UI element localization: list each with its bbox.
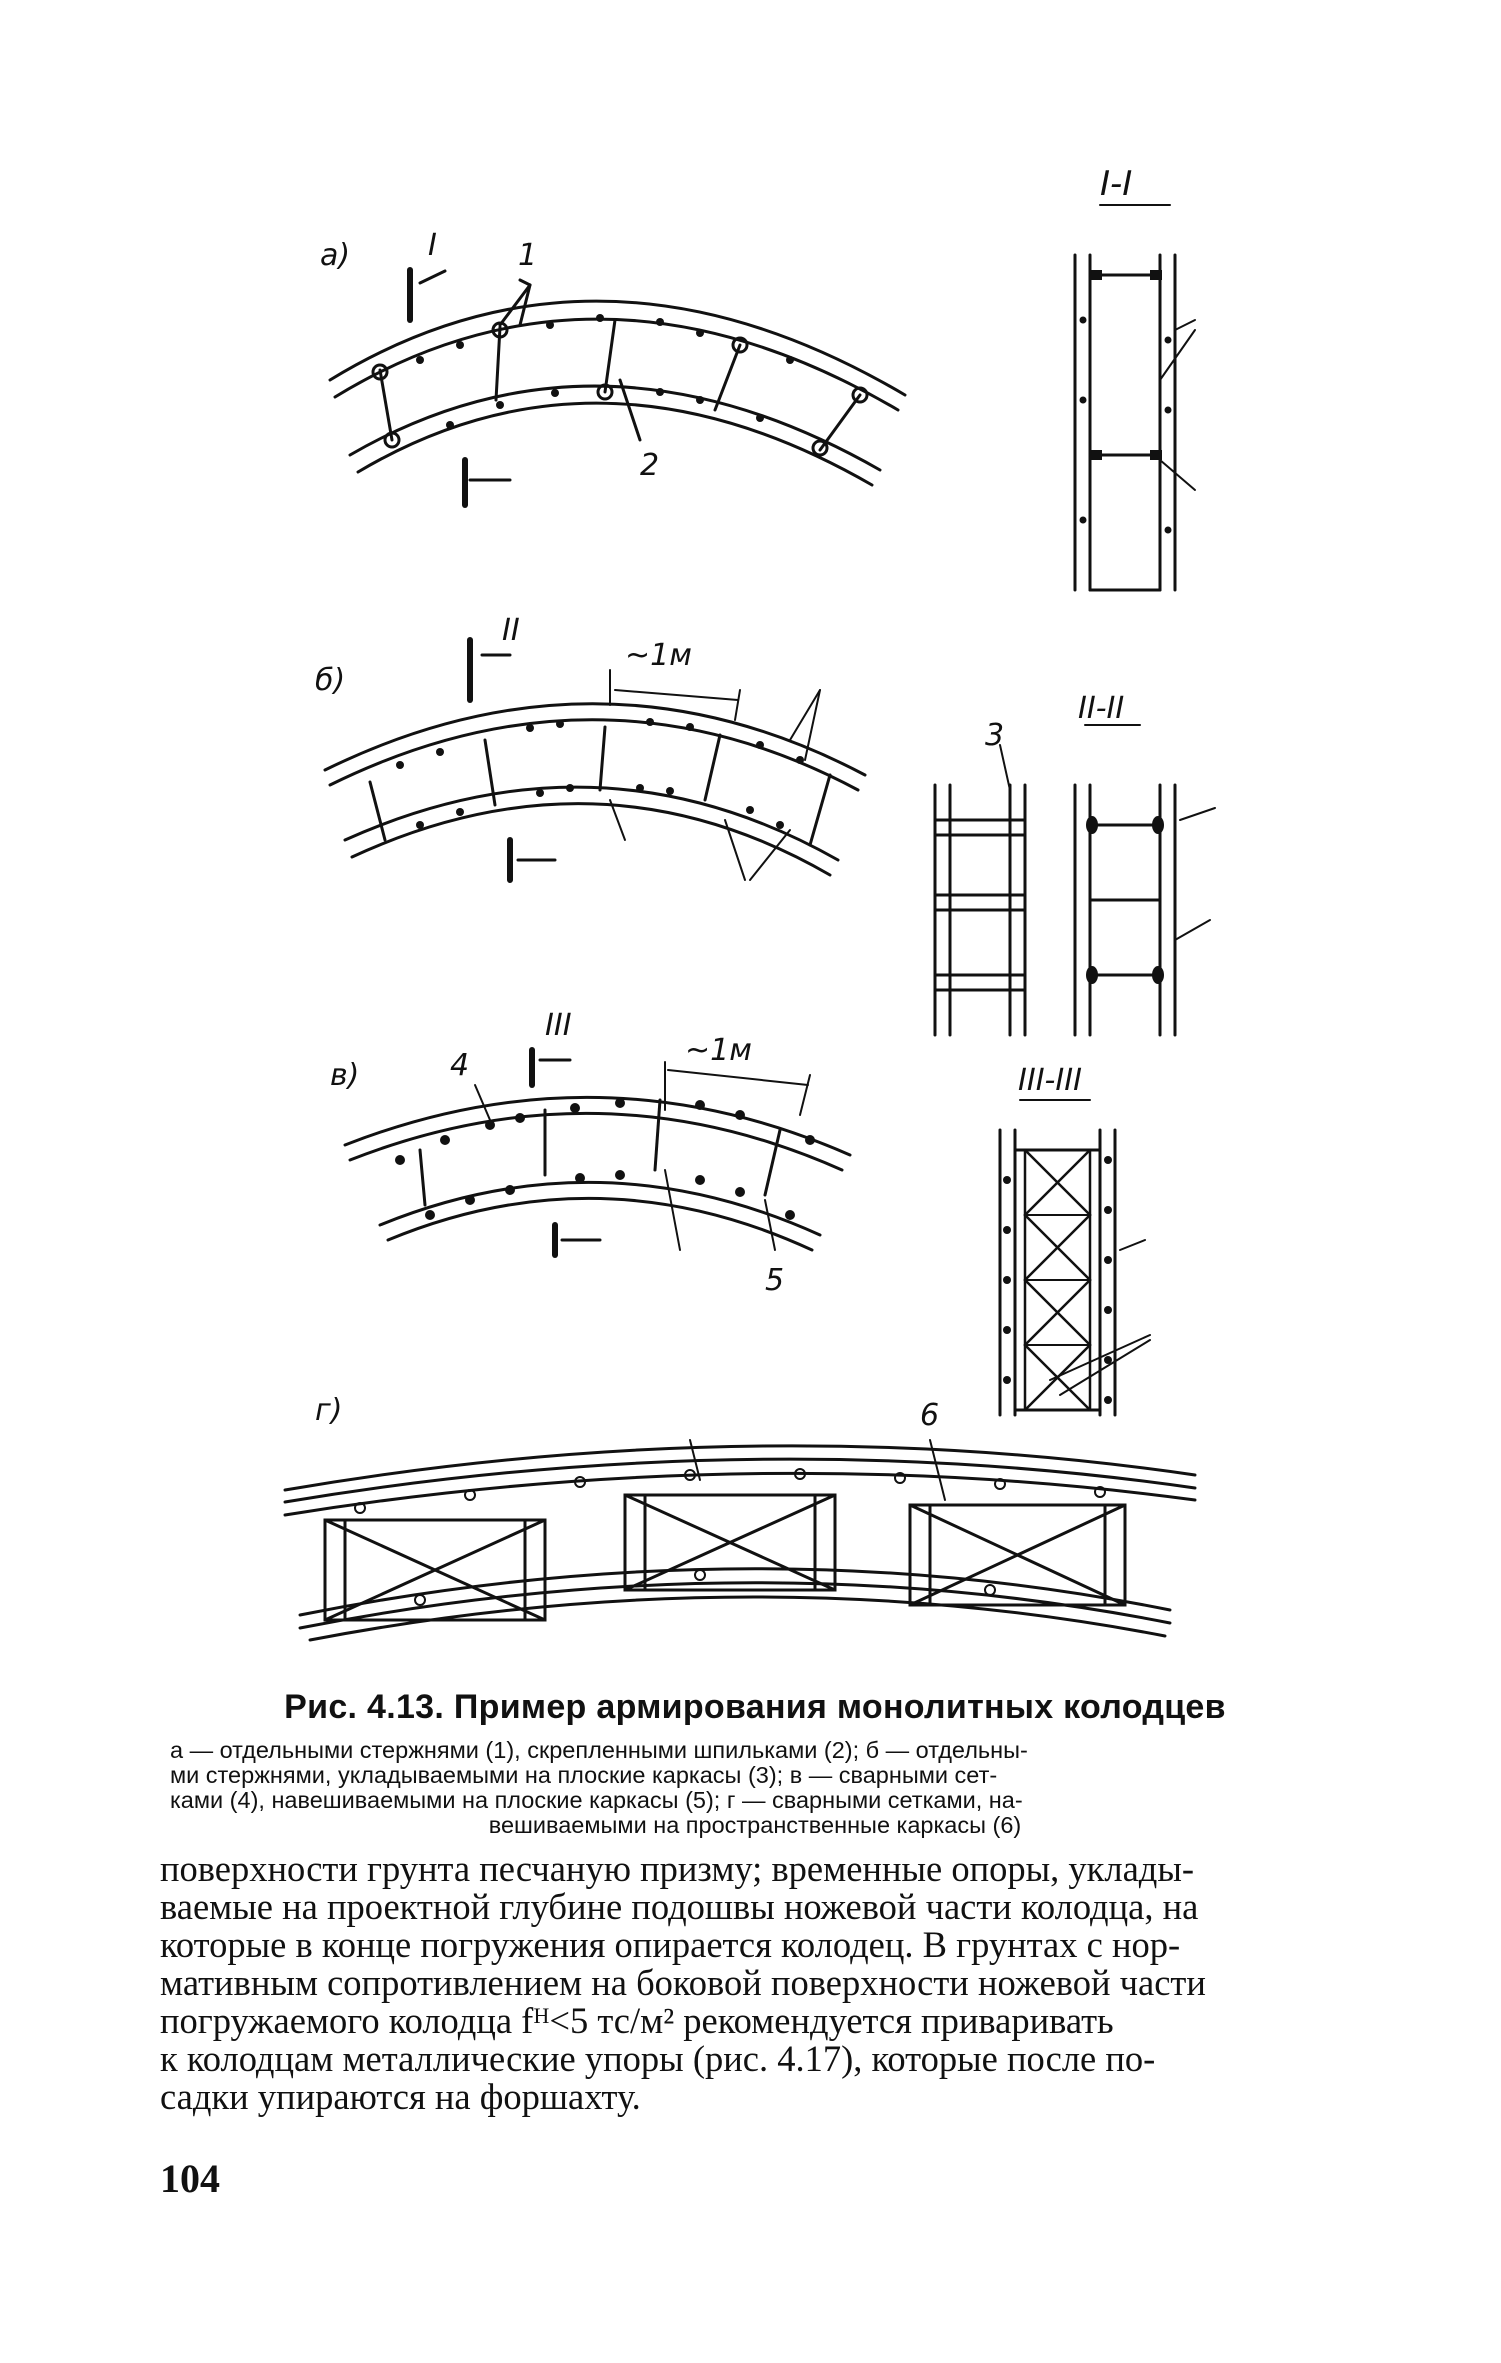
figure-caption-title: Рис. 4.13. Пример армирования монолитных колодцев	[284, 1688, 1226, 1726]
callout-6: 6	[920, 1398, 940, 1433]
legend-line: ками (4), навешиваемыми на плоские каркасы (5); г — сварными сетками, на-	[170, 1787, 1023, 1813]
view-v-drawing	[345, 1050, 850, 1255]
view-label-g: г)	[315, 1393, 343, 1428]
body-line: мативным сопротивлением на боковой поверхности ножевой части	[160, 1962, 1206, 2003]
callout-1: 1	[518, 238, 538, 273]
section-label-2-2: II-II	[1078, 691, 1125, 726]
section-mark-3: III	[545, 1008, 572, 1043]
dimension-b: ~1м	[625, 638, 692, 673]
body-line: ваемые на проектной глубине подошвы ножевой части колодца, на	[160, 1886, 1199, 1927]
view-a-drawing	[330, 270, 905, 505]
section-mark-1: I	[428, 228, 437, 263]
callout-4: 4	[450, 1048, 470, 1083]
view-b-drawing	[325, 640, 865, 880]
body-line: погружаемого колодца fᴴ<5 тс/м² рекомендуется приваривать	[160, 2000, 1114, 2041]
view-label-b: б)	[315, 663, 346, 698]
callout-5: 5	[765, 1263, 785, 1298]
callout-3: 3	[985, 718, 1005, 753]
body-paragraph	[160, 1850, 1340, 2116]
callout-2: 2	[640, 448, 660, 483]
body-line: к колодцам металлические упоры (рис. 4.17), которые после по-	[160, 2038, 1156, 2079]
legend-line: вешиваемыми на пространственные каркасы (6)	[488, 1812, 1022, 1838]
body-line: поверхности грунта песчаную призму; временные опоры, уклады-	[160, 1848, 1195, 1889]
frame-3-drawing	[935, 745, 1025, 1035]
legend-line: а — отдельными стержнями (1), скрепленными шпильками (2); б — отдельны-	[170, 1737, 1028, 1763]
section-label-3-3: III-III	[1018, 1063, 1082, 1098]
figure-caption-legend	[170, 1738, 1340, 1838]
body-line: которые в конце погружения опирается колодец. В грунтах с нор-	[160, 1924, 1181, 1965]
section-2-2-drawing	[1075, 725, 1215, 1035]
section-3-3-drawing	[1000, 1100, 1150, 1415]
view-label-a: а)	[320, 238, 351, 273]
view-label-v: в)	[330, 1058, 360, 1093]
body-line: садки упираются на форшахту.	[160, 2076, 641, 2117]
section-1-1-drawing	[1075, 205, 1195, 590]
section-mark-2: II	[502, 613, 520, 648]
view-g-drawing	[285, 1440, 1195, 1640]
legend-line: ми стержнями, укладываемыми на плоские каркасы (3); в — сварными сет-	[170, 1762, 998, 1788]
section-label-1-1: I-I	[1100, 164, 1133, 204]
dimension-v: ~1м	[685, 1033, 752, 1068]
page-number: 104	[160, 2156, 220, 2201]
